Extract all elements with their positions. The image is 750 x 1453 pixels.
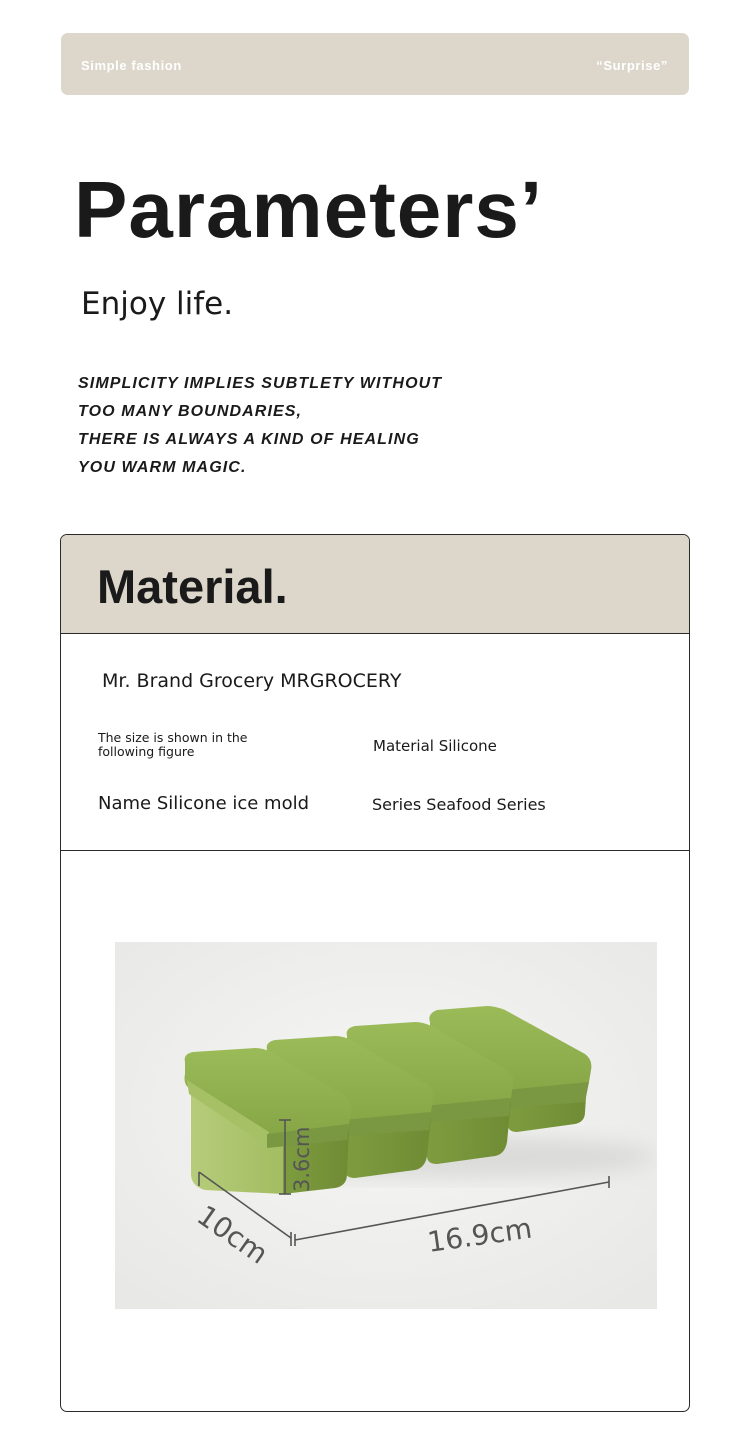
tagline-line: SIMPLICITY IMPLIES SUBTLETY WITHOUT [78, 375, 443, 392]
tagline-line: THERE IS ALWAYS A KIND OF HEALING [78, 431, 420, 448]
width-label: 16.9cm [425, 1211, 534, 1259]
tagline [78, 370, 442, 482]
parameters-card [60, 534, 690, 1412]
info-section [61, 634, 689, 851]
depth-label: 10cm [190, 1198, 275, 1271]
banner-left-text: Simple fashion [81, 58, 182, 73]
card-header [61, 535, 689, 634]
product-photo [115, 942, 657, 1309]
brand-text: Mr. Brand Grocery MRGROCERY [102, 670, 402, 692]
tagline-line: TOO MANY BOUNDARIES, [78, 403, 303, 420]
name-text: Name Silicone ice mold [98, 793, 310, 814]
size-note-text: The size is shown in the following figure [98, 730, 248, 759]
page-subtitle: Enjoy life. [81, 286, 234, 322]
material-heading: Material. [97, 560, 288, 613]
page-title: Parameters’ [74, 165, 544, 254]
height-label: 3.6cm [290, 1126, 314, 1192]
top-banner [61, 33, 689, 95]
product-illustration [115, 942, 657, 1309]
series-text: Series Seafood Series [372, 795, 546, 814]
material-text: Material Silicone [373, 737, 497, 755]
banner-right-text: “Surprise” [596, 58, 668, 73]
tagline-line: YOU WARM MAGIC. [78, 459, 247, 476]
